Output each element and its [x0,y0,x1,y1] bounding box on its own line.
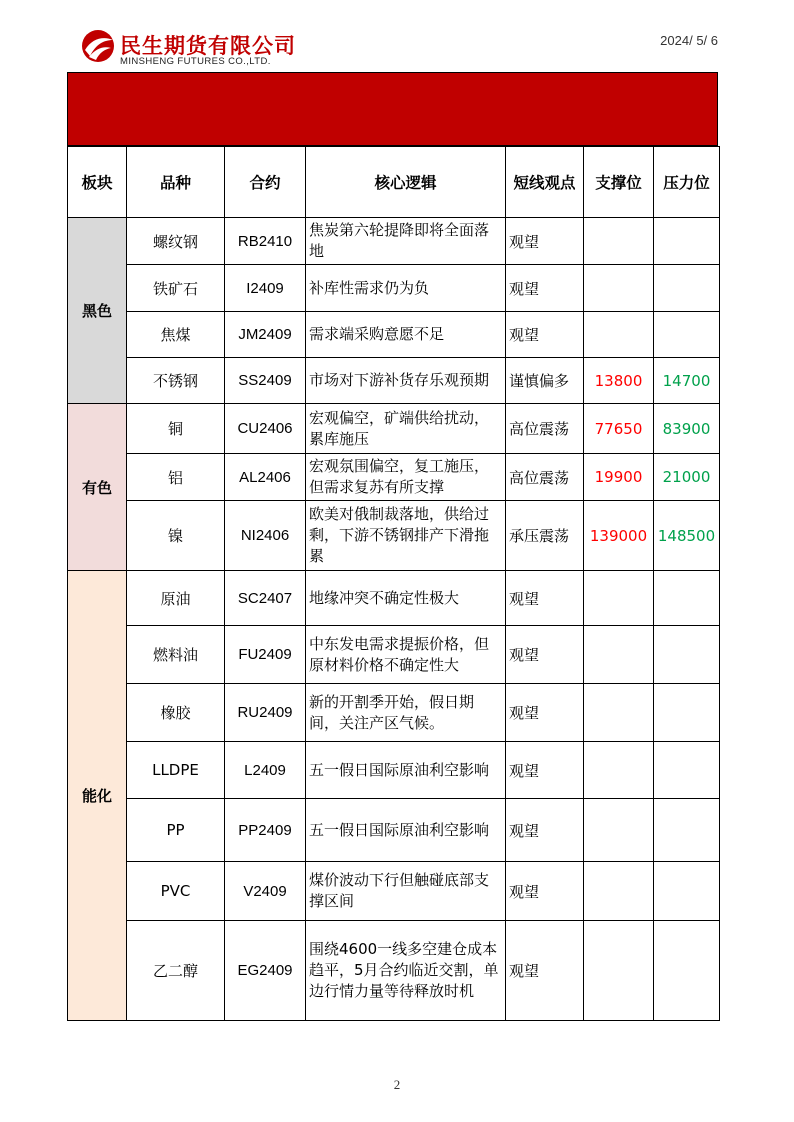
table-row [68,218,720,265]
resistance-cell [654,921,720,1021]
product-cell: LLDPE [127,742,225,799]
view-cell: 观望 [506,799,584,862]
view-cell: 观望 [506,921,584,1021]
view-cell: 观望 [506,312,584,358]
sector-cell-black: 黑色 [68,218,127,404]
table-row [68,312,720,358]
view-cell: 高位震荡 [506,454,584,501]
header-contract: 合约 [225,147,306,218]
product-cell: 燃料油 [127,626,225,684]
logic-cell: 五一假日国际原油利空影响 [306,799,506,862]
logic-cell: 新的开割季开始，假日期间，关注产区气候。 [306,684,506,742]
logic-cell: 需求端采购意愿不足 [306,312,506,358]
contract-cell: RU2409 [225,684,306,742]
logic-cell: 宏观氛围偏空，复工施压，但需求复苏有所支撑 [306,454,506,501]
contract-cell: I2409 [225,265,306,312]
table-row [68,921,720,1021]
table-header-row [68,147,720,218]
view-cell: 观望 [506,862,584,921]
product-cell: 原油 [127,571,225,626]
resistance-cell: 21000 [654,454,720,501]
contract-cell: L2409 [225,742,306,799]
header-view: 短线观点 [506,147,584,218]
product-cell: PVC [127,862,225,921]
table-row [68,799,720,862]
header-product: 品种 [127,147,225,218]
view-cell: 观望 [506,218,584,265]
support-cell: 13800 [584,358,654,404]
product-cell: 橡胶 [127,684,225,742]
table-row [68,684,720,742]
resistance-cell: 148500 [654,501,720,571]
header-resistance: 压力位 [654,147,720,218]
resistance-cell [654,684,720,742]
support-cell [584,626,654,684]
resistance-cell: 14700 [654,358,720,404]
table-row [68,571,720,626]
header-support: 支撑位 [584,147,654,218]
view-cell: 观望 [506,265,584,312]
table-row [68,501,720,571]
title-banner [67,72,718,146]
contract-cell: SS2409 [225,358,306,404]
support-cell [584,312,654,358]
resistance-cell [654,571,720,626]
product-cell: 镍 [127,501,225,571]
product-cell: 乙二醇 [127,921,225,1021]
logic-cell: 中东发电需求提振价格，但原材料价格不确定性大 [306,626,506,684]
view-cell: 谨慎偏多 [506,358,584,404]
resistance-cell [654,799,720,862]
header-sector: 板块 [68,147,127,218]
view-cell: 承压震荡 [506,501,584,571]
table-row [68,404,720,454]
contract-cell: AL2406 [225,454,306,501]
company-logo [80,28,340,72]
view-cell: 观望 [506,684,584,742]
contract-cell: PP2409 [225,799,306,862]
logic-cell: 五一假日国际原油利空影响 [306,742,506,799]
product-cell: 铜 [127,404,225,454]
contract-cell: FU2409 [225,626,306,684]
contract-cell: CU2406 [225,404,306,454]
table-row [68,358,720,404]
resistance-cell [654,626,720,684]
support-cell [584,921,654,1021]
logic-cell: 欧美对俄制裁落地，供给过剩，下游不锈钢排产下滑拖累 [306,501,506,571]
product-cell: 螺纹钢 [127,218,225,265]
view-cell: 高位震荡 [506,404,584,454]
product-cell: 焦煤 [127,312,225,358]
contract-cell: RB2410 [225,218,306,265]
view-cell: 观望 [506,626,584,684]
support-cell [584,742,654,799]
contract-cell: V2409 [225,862,306,921]
support-cell [584,218,654,265]
company-name-cn: 民生期货有限公司 [120,34,296,58]
strategy-table [67,146,720,1021]
resistance-cell [654,862,720,921]
logic-cell: 煤价波动下行但触碰底部支撑区间 [306,862,506,921]
view-cell: 观望 [506,571,584,626]
product-cell: 不锈钢 [127,358,225,404]
table-row [68,742,720,799]
logic-cell: 宏观偏空，矿端供给扰动，累库施压 [306,404,506,454]
sector-cell-energy-chemical: 能化 [68,571,127,1021]
support-cell [584,571,654,626]
product-cell: 铝 [127,454,225,501]
contract-cell: SC2407 [225,571,306,626]
resistance-cell: 83900 [654,404,720,454]
report-date: 2024/ 5/ 6 [660,33,718,48]
resistance-cell [654,265,720,312]
table-row [68,265,720,312]
contract-cell: EG2409 [225,921,306,1021]
product-cell: PP [127,799,225,862]
table-row [68,626,720,684]
logic-cell: 围绕4600一线多空建仓成本趋平，5月合约临近交割，单边行情力量等待释放时机 [306,921,506,1021]
support-cell [584,684,654,742]
resistance-cell [654,312,720,358]
header-logic: 核心逻辑 [306,147,506,218]
table-row [68,862,720,921]
logic-cell: 补库性需求仍为负 [306,265,506,312]
page-number: 2 [393,1077,401,1092]
support-cell [584,799,654,862]
support-cell [584,265,654,312]
support-cell: 19900 [584,454,654,501]
resistance-cell [654,218,720,265]
minsheng-swirl-logo-icon [80,28,116,64]
support-cell: 139000 [584,501,654,571]
resistance-cell [654,742,720,799]
table-row [68,454,720,501]
company-name-en: MINSHENG FUTURES CO.,LTD. [120,56,271,67]
contract-cell: JM2409 [225,312,306,358]
sector-cell-nonferrous: 有色 [68,404,127,571]
contract-cell: NI2406 [225,501,306,571]
view-cell: 观望 [506,742,584,799]
logic-cell: 市场对下游补货存乐观预期 [306,358,506,404]
support-cell: 77650 [584,404,654,454]
support-cell [584,862,654,921]
logic-cell: 地缘冲突不确定性极大 [306,571,506,626]
product-cell: 铁矿石 [127,265,225,312]
logic-cell: 焦炭第六轮提降即将全面落地 [306,218,506,265]
